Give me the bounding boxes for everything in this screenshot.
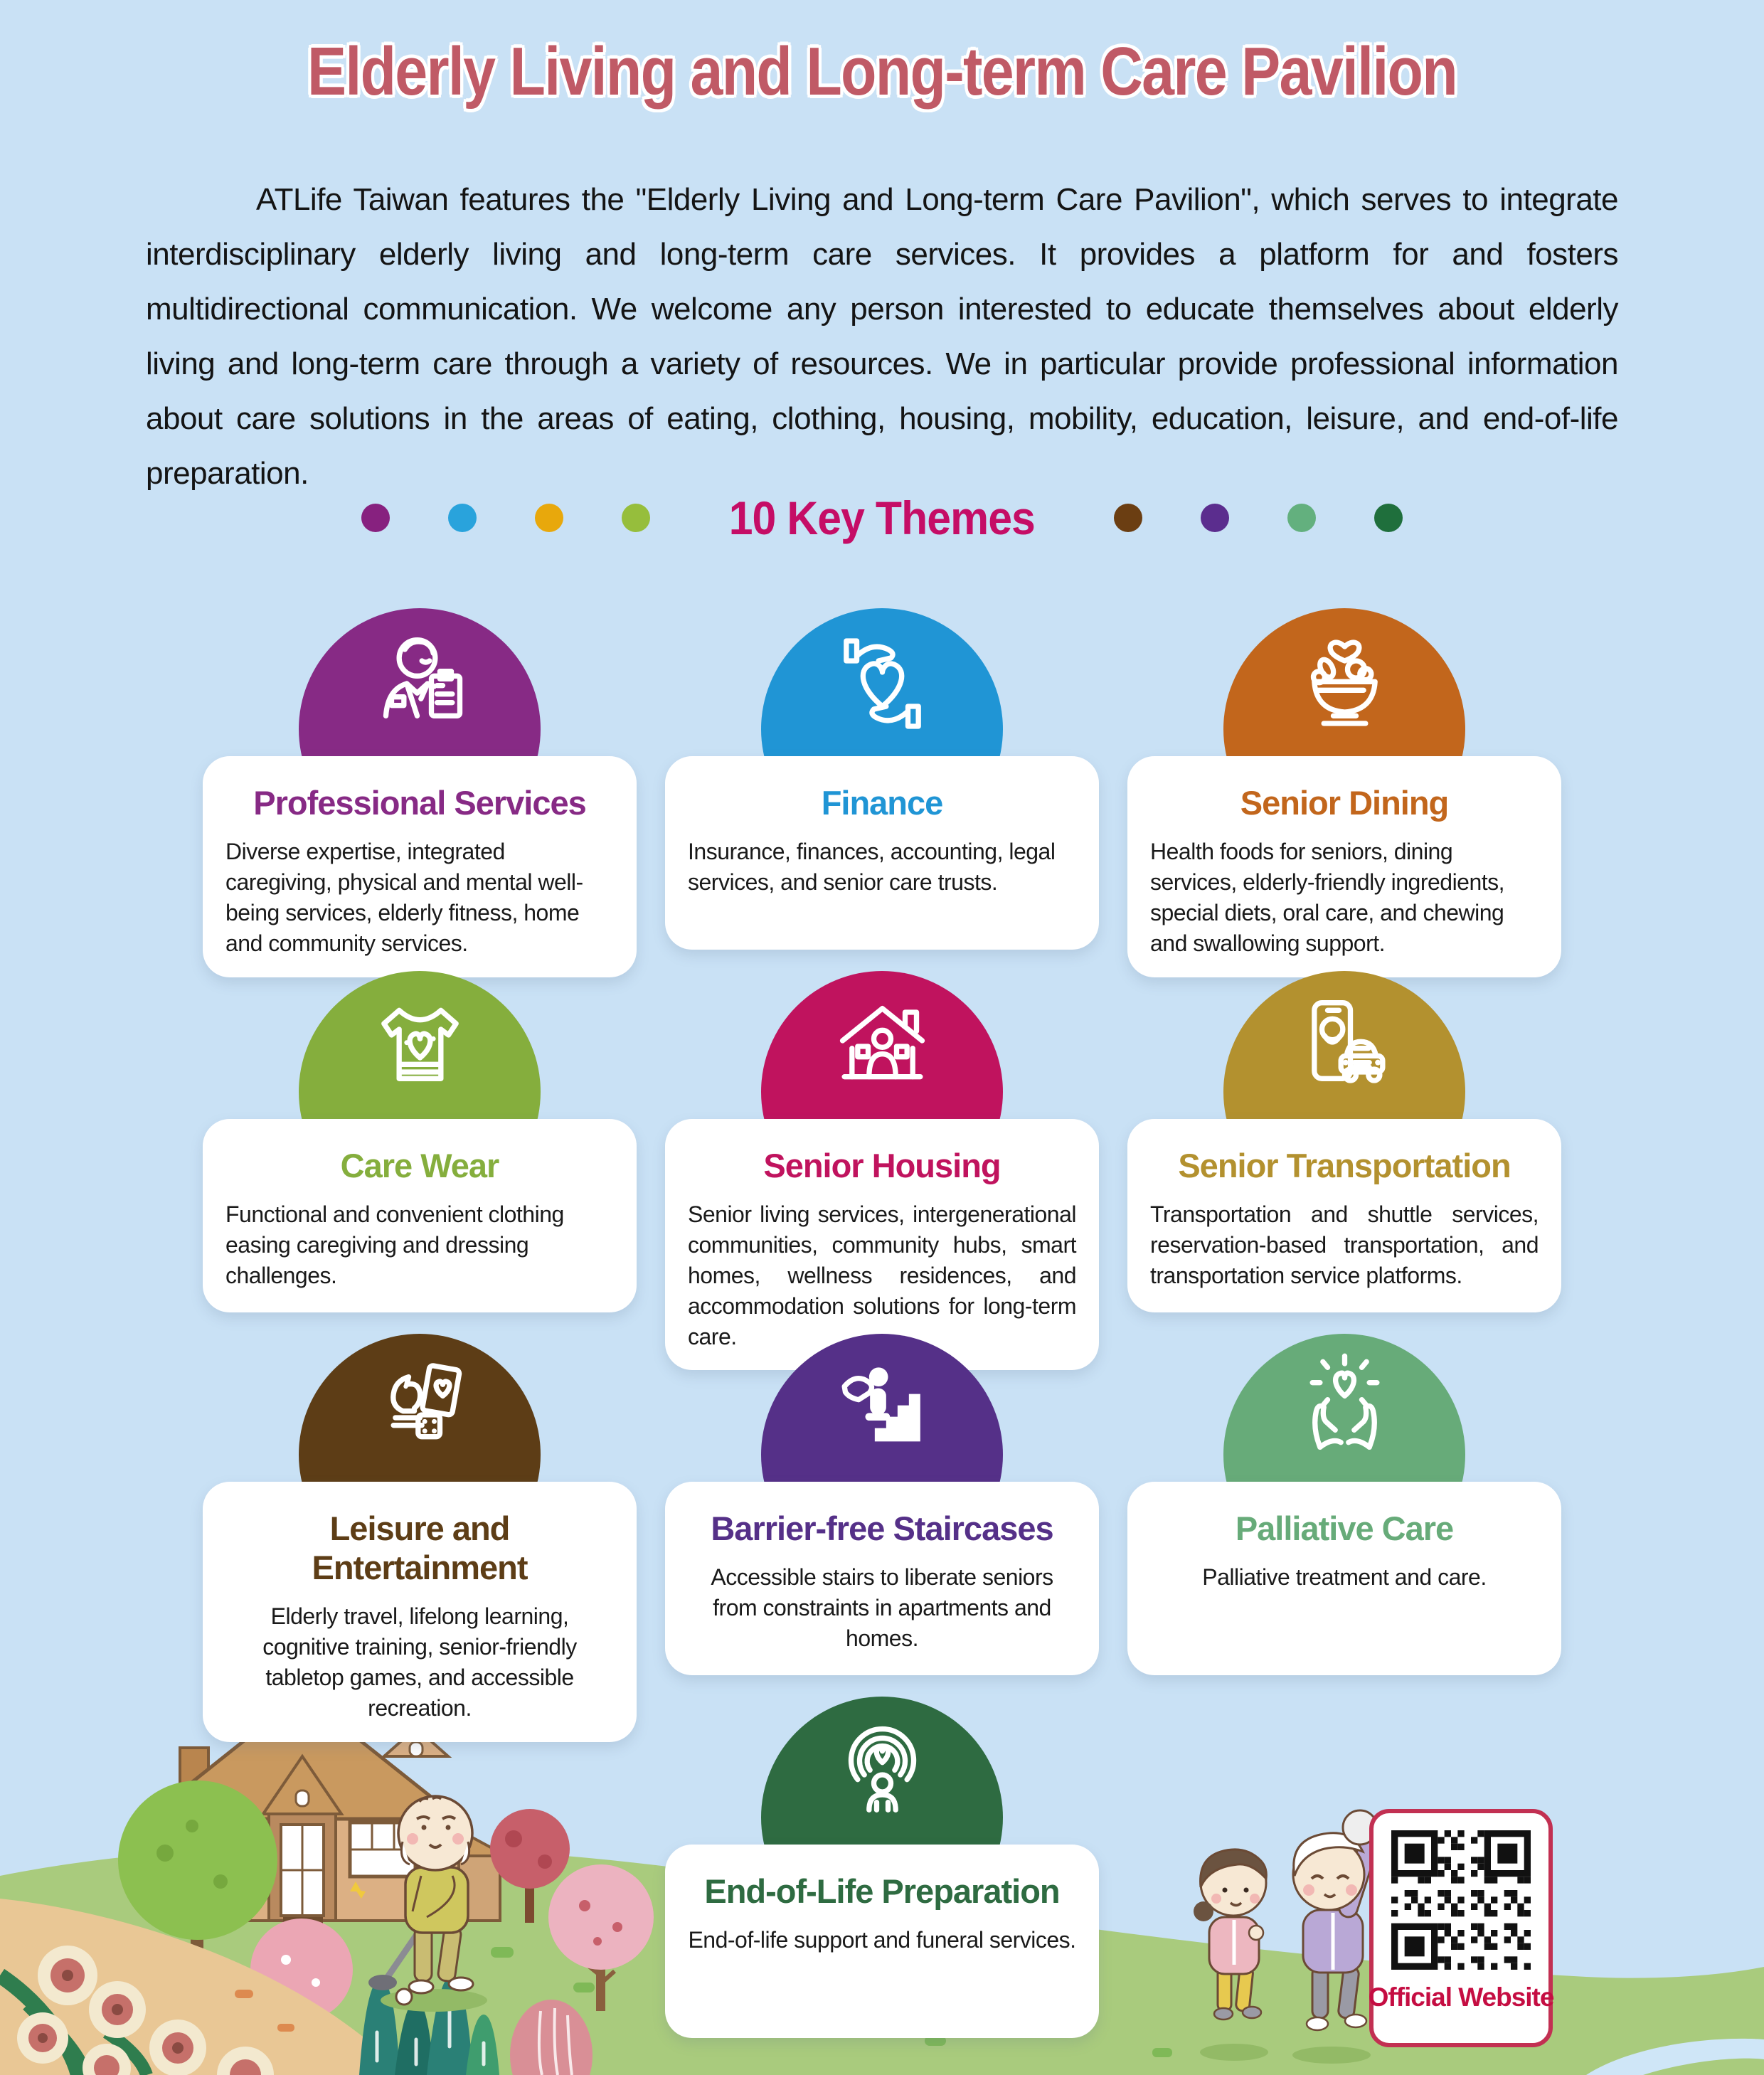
dot-icon	[361, 504, 390, 532]
theme-card	[665, 1482, 1099, 1675]
theme-title: End-of-Life Preparation	[704, 1872, 1060, 1910]
theme-title: Care Wear	[340, 1147, 499, 1184]
theme-description: Functional and convenient clothing easing caregiving and dressing challenges.	[225, 1201, 564, 1288]
decorative-dots-left	[361, 504, 650, 532]
dot-icon	[1114, 504, 1142, 532]
dot-icon	[535, 504, 563, 532]
intro-paragraph: ATLife Taiwan features the "Elderly Living and Long-term Care Pavilion", which serves to integrate interdisciplinary elderly living and long-term care services. It provides a platform for and fosters multidirectional communication. We welcome any person interested to educate themselves about elderly living and long-term care through a variety of resources. We in particular provide professional information about care solutions in the areas of eating, clothing, housing, mobility, education, leisure, and end-of-life preparation.	[146, 182, 1618, 491]
official-website-qr-box	[1369, 1809, 1553, 2047]
theme-description: End-of-life support and funeral services.	[688, 1927, 1076, 1953]
theme-card-care-wear	[203, 971, 637, 1370]
theme-card	[1127, 1119, 1561, 1312]
theme-card	[203, 1119, 637, 1312]
theme-description: Elderly travel, lifelong learning, cognitive training, senior-friendly tabletop games, and accessible recreation.	[262, 1603, 577, 1721]
theme-title: Professional Services	[253, 784, 586, 822]
memorial-icon	[817, 1715, 948, 1829]
key-themes-heading: 10 Key Themes	[728, 492, 1036, 544]
theme-row-3	[0, 1334, 1764, 1742]
dot-icon	[1374, 504, 1403, 532]
hands-heart-icon	[817, 627, 948, 741]
stairlift-icon	[817, 1352, 948, 1466]
theme-card-senior-housing	[665, 971, 1099, 1370]
phone-taxi-icon	[1279, 989, 1410, 1103]
theme-card-finance	[665, 608, 1099, 977]
qr-code	[1391, 1830, 1531, 1970]
theme-description: Health foods for seniors, dining services, elderly-friendly ingredients, special diets, oral care, and chewing and swallowing support.	[1150, 839, 1505, 956]
dot-icon	[448, 504, 477, 532]
dot-icon	[622, 504, 650, 532]
theme-card	[1127, 1482, 1561, 1675]
qr-label: Official Website	[1368, 1983, 1554, 2012]
theme-description: Insurance, finances, accounting, legal services, and senior care trusts.	[688, 839, 1056, 895]
theme-title: Palliative Care	[1235, 1509, 1454, 1547]
dot-icon	[1201, 504, 1229, 532]
theme-card	[665, 756, 1099, 950]
theme-card-senior-transportation	[1127, 971, 1561, 1370]
theme-card	[1127, 756, 1561, 977]
theme-title: Senior Housing	[763, 1147, 1001, 1184]
doctor-icon	[354, 627, 486, 741]
key-themes-header	[0, 491, 1764, 545]
theme-description: Accessible stairs to liberate seniors from constraints in apartments and homes.	[711, 1564, 1053, 1651]
theme-title: Senior Dining	[1240, 784, 1449, 822]
games-icon	[354, 1352, 486, 1466]
healthy-bowl-icon	[1279, 627, 1410, 741]
theme-card	[665, 1119, 1099, 1370]
theme-title: Senior Transportation	[1178, 1147, 1511, 1184]
theme-row-2	[0, 971, 1764, 1370]
caring-hands-icon	[1279, 1352, 1410, 1466]
decorative-dots-right	[1114, 504, 1403, 532]
theme-card	[203, 756, 637, 977]
theme-card-end-of-life-preparation	[665, 1697, 1099, 2038]
theme-description: Senior living services, intergenerational communities, community hubs, smart homes, wellness residences, and accommodation solutions for long-term care.	[688, 1201, 1076, 1349]
theme-card-senior-dining	[1127, 608, 1561, 977]
theme-card-palliative-care	[1127, 1334, 1561, 1742]
theme-description: Palliative treatment and care.	[1202, 1564, 1487, 1590]
theme-title: Leisure and Entertainment	[312, 1509, 528, 1586]
house-person-icon	[817, 989, 948, 1103]
theme-description: Transportation and shuttle services, reservation-based transportation, and transportation service platforms.	[1150, 1201, 1539, 1288]
shirt-heart-icon	[354, 989, 486, 1103]
page-title: Elderly Living and Long-term Care Pavilion	[307, 33, 1457, 110]
theme-card	[665, 1845, 1099, 2038]
theme-card-leisure-entertainment	[203, 1334, 637, 1742]
theme-card-barrier-free-staircases	[665, 1334, 1099, 1742]
theme-title: Barrier-free Staircases	[711, 1509, 1053, 1547]
dot-icon	[1287, 504, 1316, 532]
theme-title: Finance	[821, 784, 943, 822]
theme-card-professional-services	[203, 608, 637, 977]
theme-description: Diverse expertise, integrated caregiving, physical and mental well-being services, elderly fitness, home and community services.	[225, 839, 583, 956]
theme-row-1	[0, 608, 1764, 977]
